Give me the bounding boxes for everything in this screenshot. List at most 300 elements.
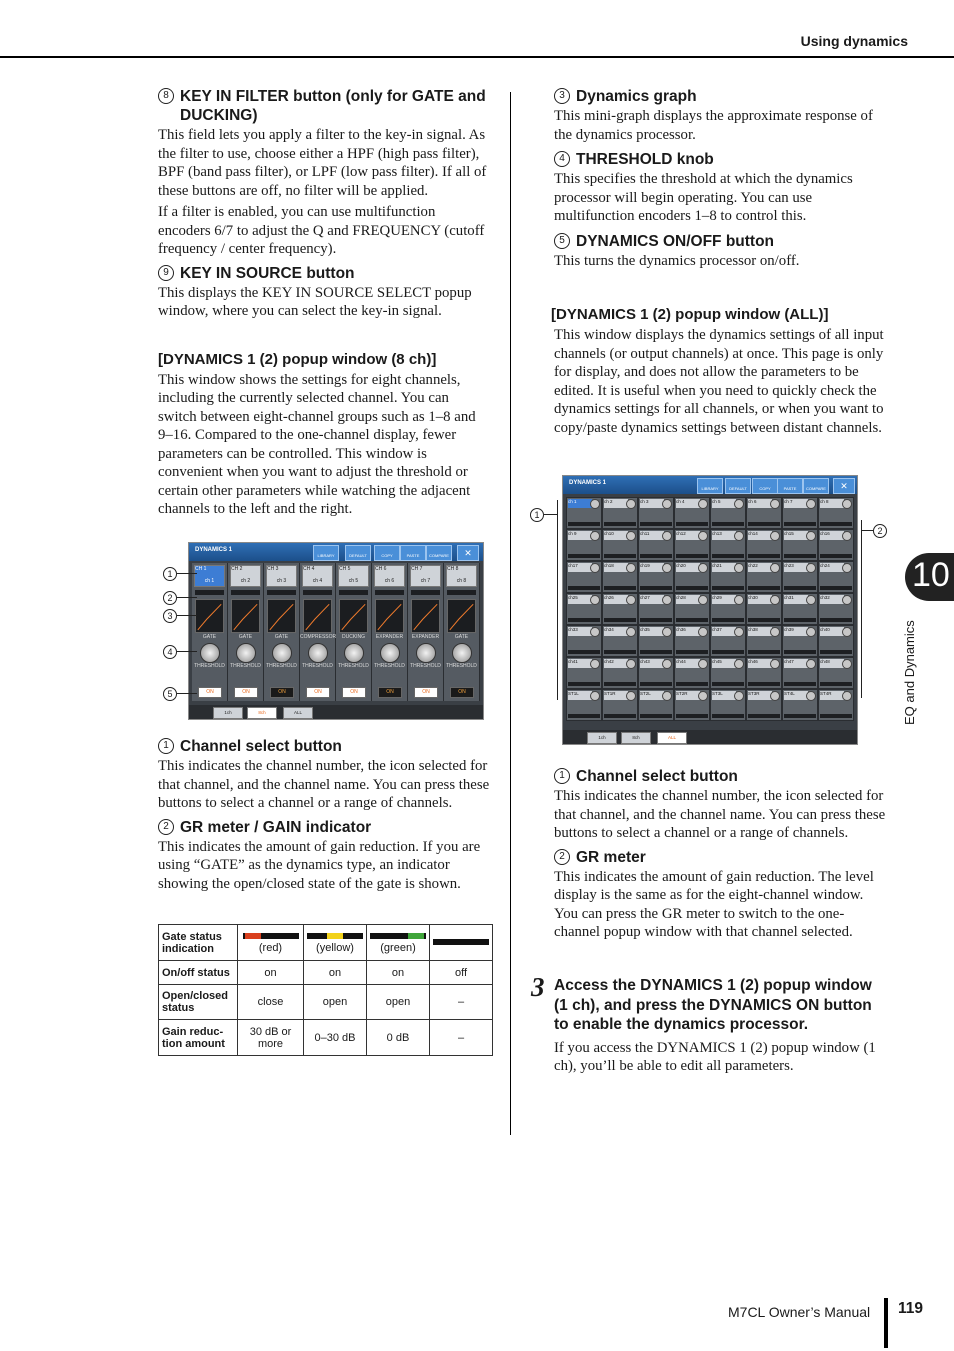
threshold-knob-icon xyxy=(842,595,852,605)
gr-meter[interactable] xyxy=(676,714,708,718)
default-button[interactable]: DEFAULT xyxy=(345,545,371,561)
channel-select-button[interactable]: ch10 xyxy=(604,531,628,540)
channel-cell xyxy=(818,529,854,561)
callout-line xyxy=(177,573,197,574)
gr-meter[interactable] xyxy=(676,554,708,558)
channel-cell xyxy=(602,625,638,657)
channel-cell xyxy=(602,593,638,625)
channel-select-button[interactable]: ch45 xyxy=(712,659,736,668)
channel-select-button[interactable]: ch25 xyxy=(568,595,592,604)
callout-1: 1 xyxy=(158,738,174,754)
threshold-knob-icon xyxy=(734,531,744,541)
threshold-knob-icon xyxy=(770,499,780,509)
tab-1ch[interactable]: 1ch xyxy=(213,707,243,719)
channel-select-button[interactable]: ch22 xyxy=(748,563,772,572)
channel-select-button[interactable]: ch18 xyxy=(604,563,628,572)
callout-5: 5 xyxy=(554,233,570,249)
gr-meter[interactable] xyxy=(604,618,636,622)
threshold-knob-icon xyxy=(590,627,600,637)
gr-meter[interactable] xyxy=(820,618,852,622)
threshold-knob-icon xyxy=(734,563,744,573)
threshold-knob-icon xyxy=(590,499,600,509)
gr-meter[interactable] xyxy=(568,554,600,558)
threshold-knob-icon xyxy=(662,563,672,573)
gr-meter[interactable] xyxy=(267,590,296,595)
channel-name: ch 2 xyxy=(240,578,251,584)
gr-meter[interactable] xyxy=(784,554,816,558)
channel-cell xyxy=(710,497,746,529)
gr-meter[interactable] xyxy=(339,590,368,595)
channel-select-button[interactable]: ch44 xyxy=(676,659,700,668)
channel-select-button[interactable] xyxy=(338,565,369,587)
channel-cell xyxy=(638,689,674,721)
heading-text: DYNAMICS ON/OFF button xyxy=(576,232,775,250)
channel-select-button[interactable]: ch28 xyxy=(676,595,700,604)
channel-select-button[interactable]: ch29 xyxy=(712,595,736,604)
step-block xyxy=(554,976,888,1076)
channel-select-button[interactable]: ch19 xyxy=(640,563,664,572)
dynamics-on-button[interactable]: ON xyxy=(414,687,438,698)
gr-meter[interactable] xyxy=(195,590,224,595)
view-tabs xyxy=(189,705,483,719)
heading-key-in-source xyxy=(158,264,490,283)
gr-meter[interactable] xyxy=(568,682,600,686)
heading-dynamics-onoff xyxy=(554,232,888,251)
gr-meter[interactable] xyxy=(748,586,780,590)
channel-select-button[interactable]: ch17 xyxy=(568,563,592,572)
channel-select-button[interactable]: ch 7 xyxy=(784,499,808,508)
copy-button[interactable]: COPY xyxy=(374,545,400,561)
gate-status-table xyxy=(158,924,493,1056)
threshold-knob-icon xyxy=(590,531,600,541)
channel-select-button[interactable]: ch39 xyxy=(784,627,808,636)
channel-label: CH 3 xyxy=(267,566,279,572)
channel-select-button[interactable]: ch40 xyxy=(820,627,844,636)
gr-meter[interactable] xyxy=(820,554,852,558)
channel-label: CH 1 xyxy=(195,566,207,572)
tab-8ch[interactable]: 8ch xyxy=(247,707,277,719)
page-number: 119 xyxy=(898,1300,924,1317)
gr-meter[interactable] xyxy=(411,590,440,595)
callout-3: 3 xyxy=(163,609,177,623)
threshold-knob[interactable] xyxy=(236,643,256,663)
gr-meter[interactable] xyxy=(784,650,816,654)
threshold-knob-icon xyxy=(806,691,816,701)
gr-meter[interactable] xyxy=(712,618,744,622)
channel-select-button[interactable]: ch23 xyxy=(784,563,808,572)
gr-meter[interactable] xyxy=(640,554,672,558)
channel-cell xyxy=(746,529,782,561)
footer-manual-title: M7CL Owner’s Manual xyxy=(728,1304,871,1320)
threshold-knob[interactable] xyxy=(452,643,472,663)
dynamics-on-button[interactable]: ON xyxy=(342,687,366,698)
tab-all[interactable]: ALL xyxy=(657,732,687,744)
threshold-knob-icon xyxy=(842,659,852,669)
close-icon[interactable]: ✕ xyxy=(833,478,855,494)
threshold-knob-icon xyxy=(626,691,636,701)
channel-label: CH 2 xyxy=(231,566,243,572)
gr-meter[interactable] xyxy=(712,682,744,686)
gr-meter[interactable] xyxy=(748,682,780,686)
channel-cell xyxy=(746,561,782,593)
dynamics-graph xyxy=(267,599,296,633)
channel-select-button[interactable]: ch 1 xyxy=(568,499,592,508)
threshold-knob-icon xyxy=(590,563,600,573)
dynamics-on-button[interactable]: ON xyxy=(378,687,402,698)
callout-line xyxy=(544,514,558,515)
default-button[interactable]: DEFAULT xyxy=(725,478,751,494)
channel-select-button[interactable]: ch 2 xyxy=(604,499,628,508)
channel-cell xyxy=(602,657,638,689)
paragraph: This turns the dynamics processor on/off. xyxy=(554,252,800,269)
channel-select-button[interactable]: ch33 xyxy=(568,627,592,636)
channel-cell xyxy=(746,625,782,657)
threshold-knob[interactable] xyxy=(380,643,400,663)
gr-meter[interactable] xyxy=(375,590,404,595)
channel-select-button[interactable]: ch37 xyxy=(712,627,736,636)
callout-1: 1 xyxy=(163,567,177,581)
channel-select-button[interactable]: ch42 xyxy=(604,659,628,668)
dynamics-on-button[interactable]: ON xyxy=(450,687,474,698)
threshold-knob-icon xyxy=(698,691,708,701)
paragraph: If you access the DYNAMICS 1 (2) popup window (1 ch), you’ll be able to edit all parameters. xyxy=(554,1039,876,1074)
channel-select-button[interactable] xyxy=(374,565,405,587)
channel-cell xyxy=(566,625,602,657)
heading-text: Dynamics graph xyxy=(576,88,697,105)
channel-select-button[interactable]: ch 9 xyxy=(568,531,592,540)
dynamics-type-label: EXPANDER xyxy=(375,634,404,640)
threshold-knob-icon xyxy=(842,499,852,509)
channel-select-button[interactable]: ch34 xyxy=(604,627,628,636)
channel-cell xyxy=(674,593,710,625)
header-section-title: Using dynamics xyxy=(800,33,908,49)
tab-1ch[interactable]: 1ch xyxy=(587,732,617,744)
threshold-knob-icon xyxy=(698,531,708,541)
table-row xyxy=(159,1020,493,1056)
gr-meter[interactable] xyxy=(748,522,780,526)
tab-all[interactable]: ALL xyxy=(283,707,313,719)
channel-cell xyxy=(710,657,746,689)
left-column xyxy=(158,87,490,519)
threshold-knob-icon xyxy=(662,691,672,701)
channel-select-button[interactable]: ch 3 xyxy=(640,499,664,508)
library-button[interactable]: LIBRARY xyxy=(313,545,339,561)
dynamics-type-label: GATE xyxy=(202,634,217,640)
channel-select-button[interactable]: ST1R xyxy=(604,691,628,700)
channel-cell xyxy=(782,561,818,593)
channel-select-button[interactable]: ch21 xyxy=(712,563,736,572)
gr-meter[interactable] xyxy=(568,650,600,654)
channel-label: CH 6 xyxy=(375,566,387,572)
section-heading-all: [DYNAMICS 1 (2) popup window (ALL)] xyxy=(551,306,829,323)
channel-cell xyxy=(818,657,854,689)
threshold-knob-icon xyxy=(734,595,744,605)
heading-text: THRESHOLD knob xyxy=(576,151,714,168)
heading-channel-select xyxy=(158,737,490,756)
channel-select-button[interactable]: ST2L xyxy=(640,691,664,700)
gr-meter[interactable] xyxy=(604,682,636,686)
channel-select-button[interactable]: ch38 xyxy=(748,627,772,636)
screenshot-dynamics-all xyxy=(562,475,858,745)
threshold-knob-icon xyxy=(626,659,636,669)
heading-text: KEY IN FILTER button (only for GATE and DUCKING) xyxy=(180,88,486,124)
channel-select-button[interactable]: ch41 xyxy=(568,659,592,668)
table-cell xyxy=(238,925,304,961)
table-row xyxy=(159,961,493,985)
channel-select-button[interactable]: ch26 xyxy=(604,595,628,604)
dynamics-type-label: GATE xyxy=(274,634,289,640)
threshold-knob-icon xyxy=(806,563,816,573)
library-button[interactable]: LIBRARY xyxy=(697,478,723,494)
channel-select-button[interactable]: ch43 xyxy=(640,659,664,668)
gr-meter[interactable] xyxy=(640,522,672,526)
header-rule xyxy=(0,56,954,58)
channel-select-button[interactable]: ch11 xyxy=(640,531,664,540)
gr-meter[interactable] xyxy=(568,618,600,622)
threshold-knob[interactable] xyxy=(200,643,220,663)
callout-9: 9 xyxy=(158,265,174,281)
gr-meter[interactable] xyxy=(820,522,852,526)
window-title-bar xyxy=(563,476,857,494)
gr-meter[interactable] xyxy=(820,714,852,718)
gr-meter[interactable] xyxy=(640,682,672,686)
chapter-number: 10 xyxy=(912,556,950,594)
callout-2: 2 xyxy=(158,819,174,835)
channel-cell xyxy=(818,561,854,593)
heading-text: GR meter xyxy=(576,848,646,866)
gr-meter[interactable] xyxy=(231,590,260,595)
threshold-knob-icon xyxy=(770,563,780,573)
threshold-knob-icon xyxy=(806,595,816,605)
callout-4: 4 xyxy=(163,645,177,659)
heading-text: Channel select button xyxy=(180,738,342,755)
gr-meter[interactable] xyxy=(820,682,852,686)
gr-meter[interactable] xyxy=(604,650,636,654)
tab-8ch[interactable]: 8ch xyxy=(621,732,651,744)
dynamics-type-label: GATE xyxy=(454,634,469,640)
channel-select-button[interactable] xyxy=(230,565,261,587)
channel-select-button[interactable] xyxy=(410,565,441,587)
channel-select-button[interactable] xyxy=(446,565,477,587)
threshold-knob-icon xyxy=(734,659,744,669)
channel-select-button[interactable]: ch48 xyxy=(820,659,844,668)
threshold-knob-icon xyxy=(590,595,600,605)
table-cell: off xyxy=(430,961,493,985)
channel-cell xyxy=(566,689,602,721)
channel-label: CH 5 xyxy=(339,566,351,572)
gr-meter[interactable] xyxy=(784,522,816,526)
channel-select-button[interactable]: ch 8 xyxy=(820,499,844,508)
gr-meter[interactable] xyxy=(568,522,600,526)
gr-meter[interactable] xyxy=(568,586,600,590)
gr-meter[interactable] xyxy=(676,682,708,686)
channel-strip xyxy=(192,563,228,701)
channel-cell xyxy=(818,497,854,529)
gr-meter[interactable] xyxy=(604,554,636,558)
channel-select-button[interactable]: ch31 xyxy=(784,595,808,604)
gr-meter[interactable] xyxy=(604,522,636,526)
heading-threshold-knob xyxy=(554,150,888,169)
channel-select-button[interactable]: ch14 xyxy=(748,531,772,540)
gr-meter[interactable] xyxy=(784,586,816,590)
gr-meter[interactable] xyxy=(640,586,672,590)
table-cell: close xyxy=(238,985,304,1020)
gr-meter[interactable] xyxy=(748,650,780,654)
threshold-knob-icon xyxy=(698,595,708,605)
gr-meter[interactable] xyxy=(640,714,672,718)
gr-meter[interactable] xyxy=(712,522,744,526)
gr-meter[interactable] xyxy=(820,586,852,590)
threshold-knob-icon xyxy=(698,627,708,637)
threshold-knob-icon xyxy=(626,595,636,605)
channel-strip xyxy=(336,563,372,701)
channel-select-button[interactable]: ST3R xyxy=(748,691,772,700)
channel-select-button[interactable]: ch24 xyxy=(820,563,844,572)
channel-select-button[interactable]: ST3L xyxy=(712,691,736,700)
threshold-knob-icon xyxy=(662,659,672,669)
gr-meter[interactable] xyxy=(568,714,600,718)
gr-meter[interactable] xyxy=(748,618,780,622)
gr-meter[interactable] xyxy=(784,714,816,718)
threshold-knob-icon xyxy=(590,659,600,669)
dynamics-type-label: EXPANDER xyxy=(411,634,440,640)
callout-line xyxy=(177,615,197,616)
compare-button[interactable]: COMPARE xyxy=(426,545,452,561)
table-cell: on xyxy=(304,961,367,985)
gr-meter[interactable] xyxy=(712,714,744,718)
channel-select-button[interactable]: ch13 xyxy=(712,531,736,540)
gate-indicator-red xyxy=(243,933,299,939)
channel-name: ch 4 xyxy=(312,578,323,584)
channel-name: ch 6 xyxy=(384,578,395,584)
gr-meter[interactable] xyxy=(676,650,708,654)
gr-meter[interactable] xyxy=(303,590,332,595)
gr-meter[interactable] xyxy=(640,650,672,654)
channel-cell xyxy=(638,561,674,593)
callout-5: 5 xyxy=(163,687,177,701)
dynamics-graph xyxy=(375,599,404,633)
channel-cell xyxy=(638,529,674,561)
gr-meter[interactable] xyxy=(784,682,816,686)
dynamics-on-button[interactable]: ON xyxy=(198,687,222,698)
gr-meter[interactable] xyxy=(676,522,708,526)
channel-select-button[interactable] xyxy=(302,565,333,587)
channel-cell xyxy=(602,529,638,561)
cell-text: (red) xyxy=(258,941,283,954)
channel-select-button[interactable]: ch47 xyxy=(784,659,808,668)
channel-select-button[interactable]: ch30 xyxy=(748,595,772,604)
threshold-knob[interactable] xyxy=(416,643,436,663)
table-cell: open xyxy=(367,985,430,1020)
channel-select-button[interactable]: ST4R xyxy=(820,691,844,700)
threshold-knob-icon xyxy=(662,531,672,541)
threshold-label: THRESHOLD xyxy=(446,663,477,669)
window-title-bar xyxy=(189,543,483,561)
gr-meter[interactable] xyxy=(784,618,816,622)
callout-2: 2 xyxy=(554,849,570,865)
channel-cell xyxy=(674,497,710,529)
channel-select-button[interactable]: ch 4 xyxy=(676,499,700,508)
channel-select-button[interactable]: ch35 xyxy=(640,627,664,636)
right-column-lower xyxy=(554,767,888,942)
gr-meter[interactable] xyxy=(712,650,744,654)
threshold-knob[interactable] xyxy=(344,643,364,663)
dynamics-on-button[interactable]: ON xyxy=(234,687,258,698)
cell-text: (yellow) xyxy=(316,941,354,954)
gr-meter[interactable] xyxy=(640,618,672,622)
gr-meter[interactable] xyxy=(748,554,780,558)
gr-meter[interactable] xyxy=(447,590,476,595)
channel-select-button[interactable]: ch16 xyxy=(820,531,844,540)
channel-select-button[interactable]: ch12 xyxy=(676,531,700,540)
heading-text: KEY IN SOURCE button xyxy=(180,264,355,282)
channel-select-button[interactable] xyxy=(194,565,225,587)
threshold-knob[interactable] xyxy=(308,643,328,663)
paragraph: This specifies the threshold at which the dynamics processor will begin operating. You can use multifunction encoders 1–8 to control this. xyxy=(554,171,853,224)
dynamics-on-button[interactable]: ON xyxy=(270,687,294,698)
callout-1: 1 xyxy=(530,508,544,522)
channel-select-button[interactable]: ch20 xyxy=(676,563,700,572)
channel-select-button[interactable]: ST1L xyxy=(568,691,592,700)
channel-cell xyxy=(566,593,602,625)
gr-meter[interactable] xyxy=(676,618,708,622)
compare-button[interactable]: COMPARE xyxy=(803,478,829,494)
channel-select-button[interactable] xyxy=(266,565,297,587)
threshold-knob-icon xyxy=(698,659,708,669)
gr-meter[interactable] xyxy=(748,714,780,718)
paste-button[interactable]: PASTE xyxy=(400,545,426,561)
callout-1: 1 xyxy=(554,768,570,784)
table-cell xyxy=(430,925,493,961)
gr-meter[interactable] xyxy=(604,714,636,718)
callout-line xyxy=(861,530,873,531)
close-icon[interactable]: ✕ xyxy=(457,545,479,561)
dynamics-on-button[interactable]: ON xyxy=(306,687,330,698)
channel-select-button[interactable]: ch 6 xyxy=(748,499,772,508)
table-cell: open xyxy=(304,985,367,1020)
copy-button[interactable]: COPY xyxy=(752,478,778,494)
paste-button[interactable]: PASTE xyxy=(777,478,803,494)
callout-line xyxy=(177,597,197,598)
channel-select-button[interactable]: ch46 xyxy=(748,659,772,668)
channel-select-button[interactable]: ch32 xyxy=(820,595,844,604)
channel-select-button[interactable]: ch27 xyxy=(640,595,664,604)
channel-cell xyxy=(566,497,602,529)
dynamics-type-label: DUCKING xyxy=(341,634,366,640)
channel-select-button[interactable]: ch15 xyxy=(784,531,808,540)
row-header: On/off status xyxy=(159,961,238,985)
threshold-label: THRESHOLD xyxy=(302,663,333,669)
channel-select-button[interactable]: ch36 xyxy=(676,627,700,636)
channel-cell xyxy=(674,657,710,689)
channel-select-button[interactable]: ST2R xyxy=(676,691,700,700)
channel-select-button[interactable]: ST4L xyxy=(784,691,808,700)
gr-meter[interactable] xyxy=(820,650,852,654)
channel-select-button[interactable]: ch 5 xyxy=(712,499,736,508)
gr-meter[interactable] xyxy=(604,586,636,590)
gr-meter[interactable] xyxy=(712,554,744,558)
threshold-knob-icon xyxy=(662,595,672,605)
gr-meter[interactable] xyxy=(712,586,744,590)
threshold-knob[interactable] xyxy=(272,643,292,663)
paragraph: This field lets you apply a filter to the key-in signal. As the filter to use, choose either a HPF (high pass filter), BPF (band pass filter), or LPF (low pass filter). If all of these buttons are off, no filter will be applied. xyxy=(158,127,487,199)
channel-cell xyxy=(710,625,746,657)
threshold-knob-icon xyxy=(770,627,780,637)
threshold-knob-icon xyxy=(734,627,744,637)
channel-cell xyxy=(782,689,818,721)
gr-meter[interactable] xyxy=(676,586,708,590)
threshold-label: THRESHOLD xyxy=(338,663,369,669)
